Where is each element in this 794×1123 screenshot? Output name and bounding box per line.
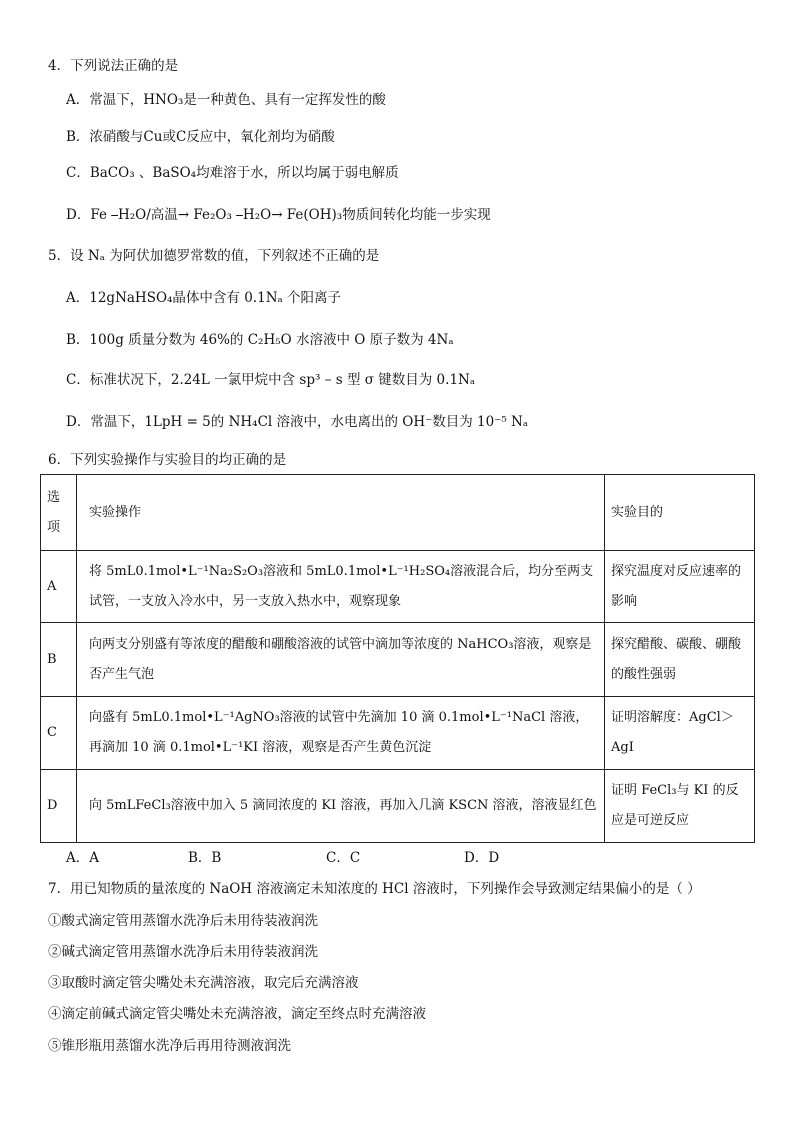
q7-item-5: ⑤锥形瓶用蒸馏水洗净后再用待测液润洗 xyxy=(48,1038,291,1054)
row-operation: 将 5mL0.1mol•L⁻¹Na₂S₂O₃溶液和 5mL0.1mol•L⁻¹H₂SO₄溶液混合后，均分至两支试管，一支放入冷水中，另一支放入热水中，观察现象 xyxy=(77,551,605,623)
q7-stem: 7．用已知物质的量浓度的 NaOH 溶液滴定未知浓度的 HCl 溶液时，下列操作会导致测定结果偏小的是（ ） xyxy=(48,881,701,897)
row-purpose: 证明溶解度：AgCl＞AgI xyxy=(605,697,755,770)
q4-option-d: D．Fe ⎯H₂O/高温→ Fe₂O₃ ⎯H₂O→ Fe(OH)₃物质间转化均能一步实现 xyxy=(66,207,491,223)
q6-choice-b: B．B xyxy=(188,850,222,866)
table-header-row xyxy=(41,475,755,551)
q5-option-d: D．常温下，1LpH = 5的 NH₄Cl 溶液中，水电离出的 OH⁻数目为 10⁻⁵ Nₐ xyxy=(66,414,529,430)
q6-stem: 6．下列实验操作与实验目的均正确的是 xyxy=(48,452,287,468)
row-purpose: 探究醋酸、碳酸、硼酸的酸性强弱 xyxy=(605,623,755,697)
q7-item-1: ①酸式滴定管用蒸馏水洗净后未用待装液润洗 xyxy=(48,913,318,929)
row-operation: 向盛有 5mL0.1mol•L⁻¹AgNO₃溶液的试管中先滴加 10 滴 0.1mol•L⁻¹NaCl 溶液，再滴加 10 滴 0.1mol•L⁻¹KI 溶液，观察是否产生黄色沉淀 xyxy=(77,697,605,770)
q7-item-4: ④滴定前碱式滴定管尖嘴处未充满溶液，滴定至终点时充满溶液 xyxy=(48,1006,426,1022)
q6-choice-c: C．C xyxy=(326,850,361,866)
row-label: A xyxy=(41,551,77,623)
row-operation: 向 5mLFeCl₃溶液中加入 5 滴同浓度的 KI 溶液，再加入几滴 KSCN 溶液，溶液显红色 xyxy=(77,770,605,843)
q4-option-a: A．常温下，HNO₃是一种黄色、具有一定挥发性的酸 xyxy=(66,92,386,108)
q7-item-2: ②碱式滴定管用蒸馏水洗净后未用待装液润洗 xyxy=(48,944,318,960)
q5-option-c: C．标准状况下，2.24L 一氯甲烷中含 sp³ – s 型 σ 键数目为 0.1Nₐ xyxy=(66,372,476,388)
table-row xyxy=(41,697,755,770)
q5-option-a: A．12gNaHSO₄晶体中含有 0.1Nₐ 个阳离子 xyxy=(66,290,342,306)
row-label: B xyxy=(41,623,77,697)
row-label: D xyxy=(41,770,77,843)
row-label: C xyxy=(41,697,77,770)
header-option: 选项 xyxy=(41,475,77,551)
q5-stem: 5．设 Nₐ 为阿伏加德罗常数的值，下列叙述不正确的是 xyxy=(48,248,380,264)
table-row xyxy=(41,551,755,623)
table-row xyxy=(41,770,755,843)
row-purpose: 探究温度对反应速率的影响 xyxy=(605,551,755,623)
q6-choice-a: A．A xyxy=(66,850,99,866)
q5-option-b: B．100g 质量分数为 46%的 C₂H₅O 水溶液中 O 原子数为 4Nₐ xyxy=(66,332,454,348)
q6-choice-d: D．D xyxy=(464,850,500,866)
experiment-table xyxy=(40,474,755,843)
q4-stem: 4．下列说法正确的是 xyxy=(48,58,179,74)
q4-option-b: B．浓硝酸与Cu或C反应中，氧化剂均为硝酸 xyxy=(66,129,335,145)
q4-option-c: C．BaCO₃ 、BaSO₄均难溶于水，所以均属于弱电解质 xyxy=(66,165,399,181)
row-operation: 向两支分别盛有等浓度的醋酸和硼酸溶液的试管中滴加等浓度的 NaHCO₃溶液，观察是否产生气泡 xyxy=(77,623,605,697)
row-purpose: 证明 FeCl₃与 KI 的反应是可逆反应 xyxy=(605,770,755,843)
header-purpose: 实验目的 xyxy=(605,475,755,551)
q7-item-3: ③取酸时滴定管尖嘴处未充满溶液，取完后充满溶液 xyxy=(48,975,359,991)
header-operation: 实验操作 xyxy=(77,475,605,551)
q6-choices xyxy=(66,848,499,868)
table-row xyxy=(41,623,755,697)
